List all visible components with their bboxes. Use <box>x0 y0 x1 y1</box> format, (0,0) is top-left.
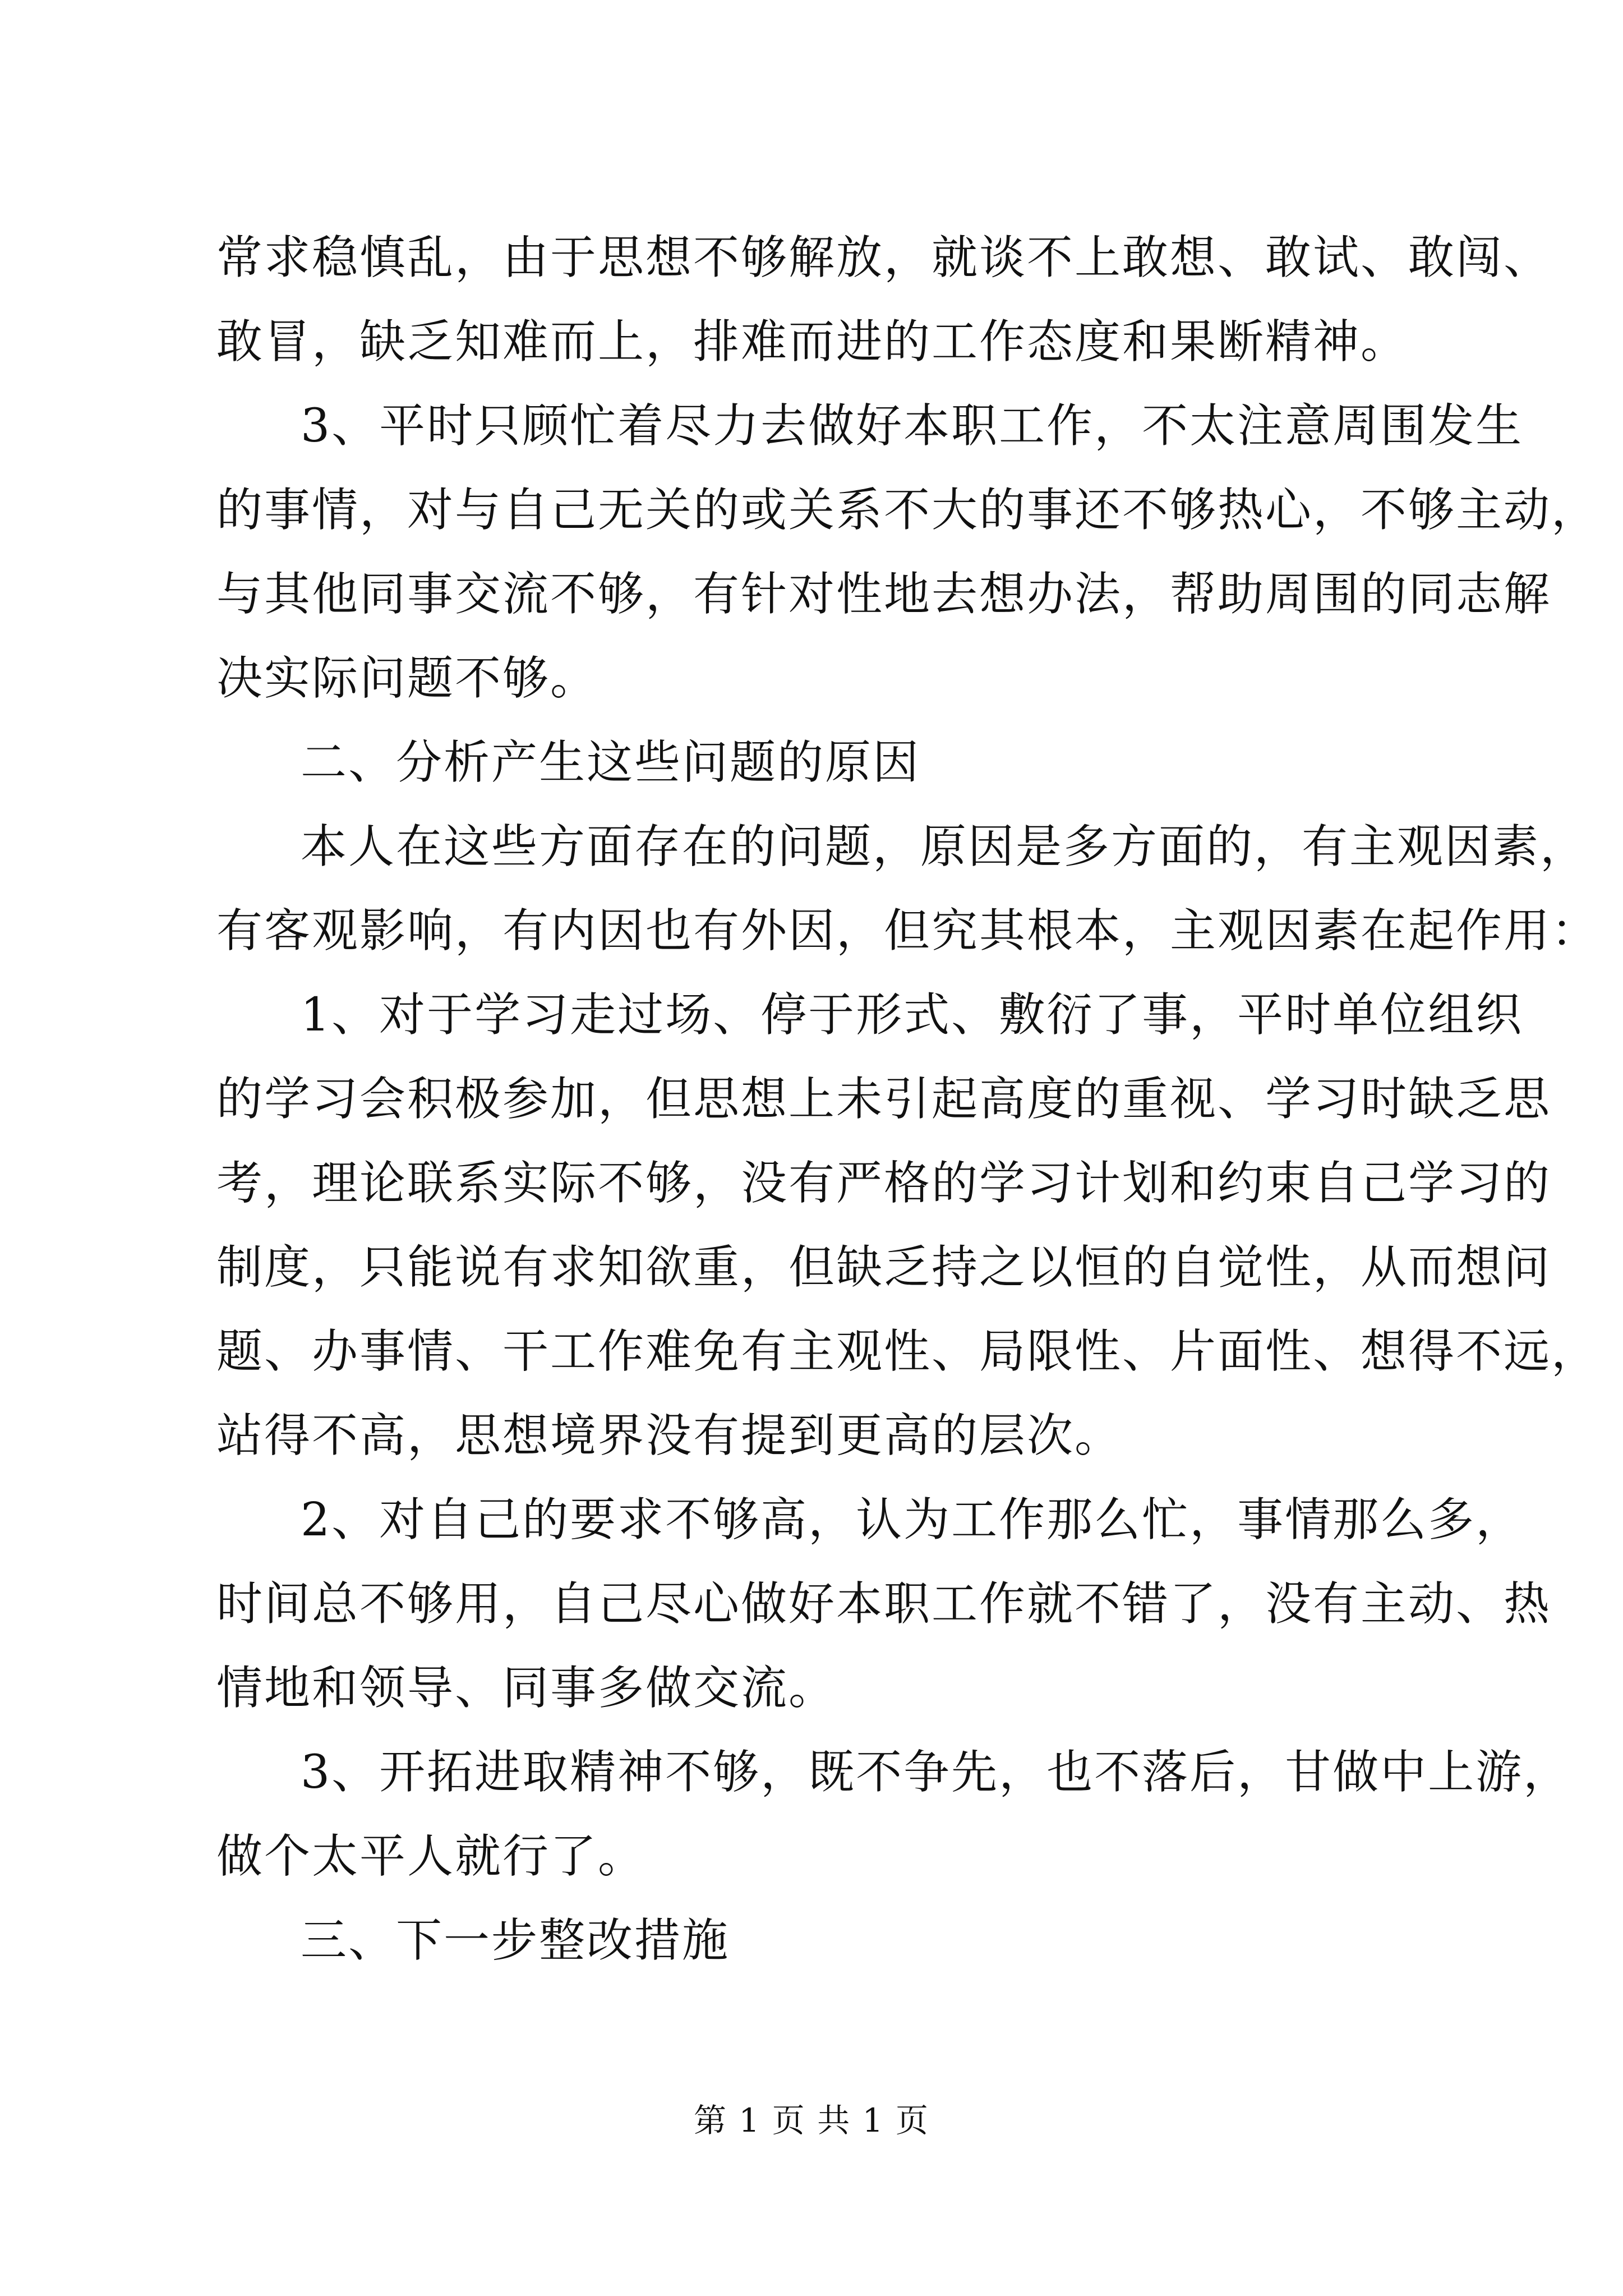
paragraph-line: 做个太平人就行了。 <box>216 1830 646 1883</box>
list-item-line: 2、对自己的要求不够高，认为工作那么忙，事情那么多， <box>301 1493 1524 1547</box>
page-footer: 第 1 页 共 1 页 <box>694 2101 929 2139</box>
paragraph-line: 本人在这些方面存在的问题，原因是多方面的，有主观因素， <box>301 820 1588 873</box>
paragraph-line: 时间总不够用，自己尽心做好本职工作就不错了，没有主动、热 <box>216 1577 1552 1631</box>
section-heading: 三、下一步整改措施 <box>301 1914 730 1967</box>
paragraph-line: 的学习会积极参加，但思想上未引起高度的重视、学习时缺乏思 <box>216 1073 1552 1126</box>
document-body <box>216 216 1599 1983</box>
list-item-line: 3、平时只顾忙着尽力去做好本职工作，不太注意周围发生 <box>301 399 1524 453</box>
section-heading: 二、分析产生这些问题的原因 <box>301 736 921 789</box>
list-item-line: 1、对于学习走过场、停于形式、敷衍了事，平时单位组织 <box>301 988 1524 1042</box>
paragraph-line: 的事情，对与自己无关的或关系不大的事还不够热心，不够主动， <box>216 484 1599 537</box>
list-item-line: 3、开拓进取精神不够，既不争先，也不落后，甘做中上游， <box>301 1746 1571 1799</box>
paragraph-line: 制度，只能说有求知欲重，但缺乏持之以恒的自觉性，从而想问 <box>216 1241 1552 1294</box>
paragraph-line: 站得不高，思想境界没有提到更高的层次。 <box>216 1409 1123 1462</box>
paragraph-line: 决实际问题不够。 <box>216 652 598 705</box>
paragraph-line: 考，理论联系实际不够，没有严格的学习计划和约束自己学习的 <box>216 1157 1552 1210</box>
paragraph-line: 敢冒，缺乏知难而上，排难而进的工作态度和果断精神。 <box>216 315 1409 369</box>
paragraph-line: 与其他同事交流不够，有针对性地去想办法，帮助周围的同志解 <box>216 568 1552 621</box>
paragraph-line: 常求稳慎乱，由于思想不够解放，就谈不上敢想、敢试、敢闯、 <box>216 231 1552 284</box>
paragraph-line: 情地和领导、同事多做交流。 <box>216 1662 837 1715</box>
paragraph-line: 题、办事情、干工作难免有主观性、局限性、片面性、想得不远， <box>216 1325 1599 1378</box>
paragraph-line: 有客观影响，有内因也有外因，但究其根本，主观因素在起作用： <box>216 904 1599 958</box>
